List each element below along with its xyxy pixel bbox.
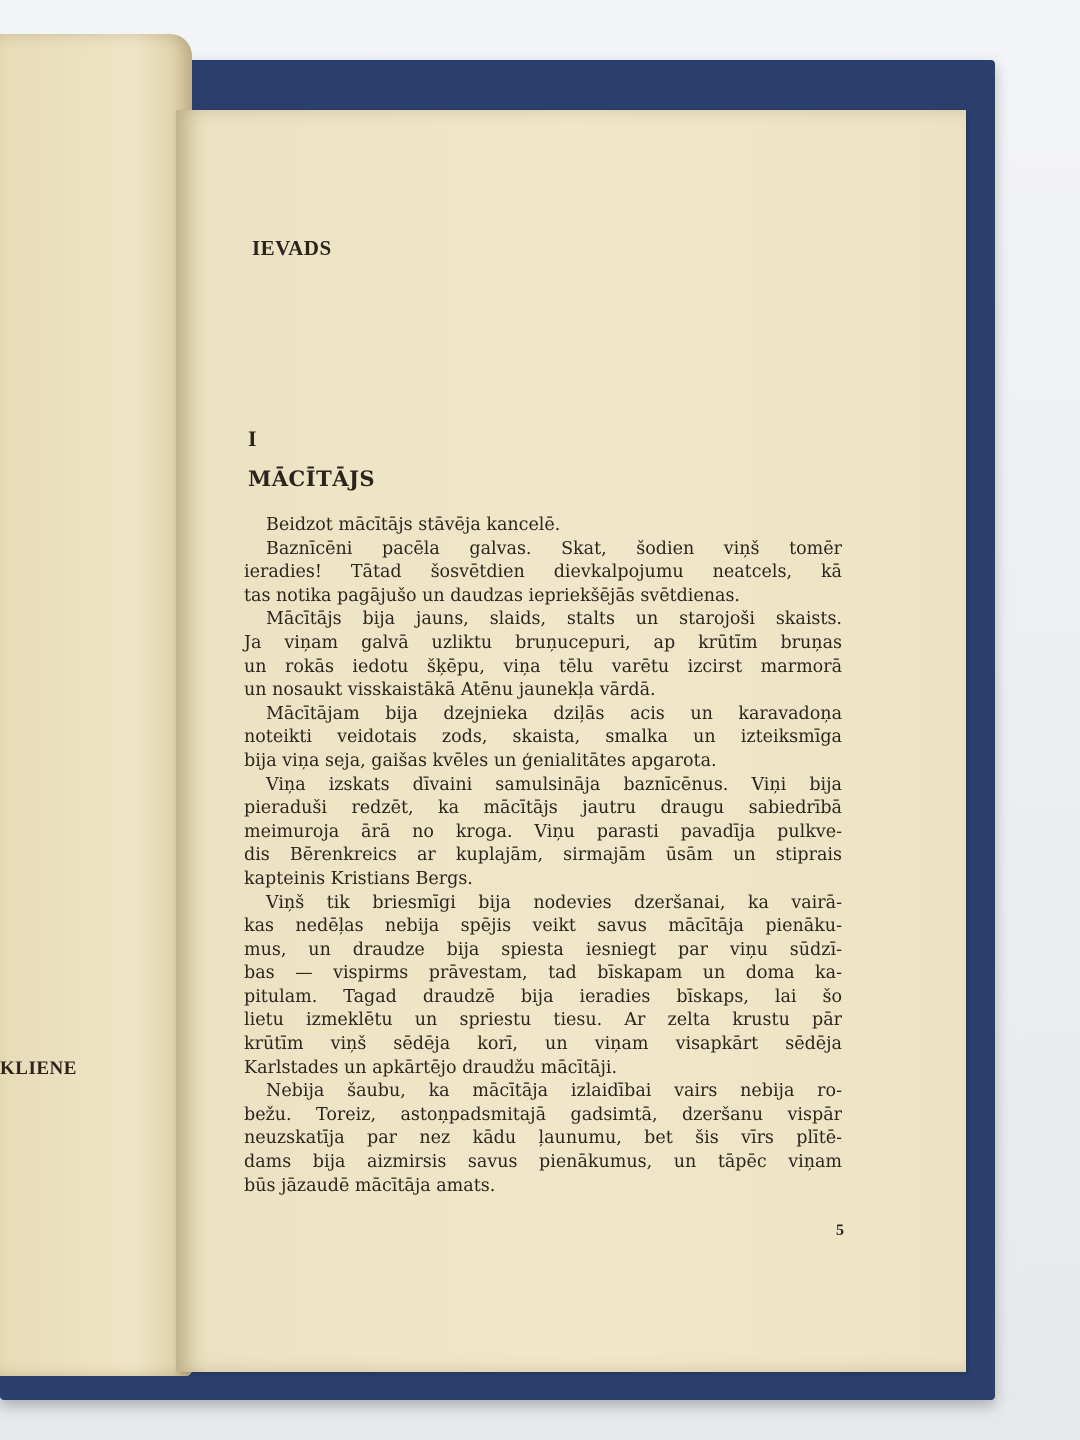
- text-line: bežu. Toreiz, astoņpadsmitajā gadsimtā, dzeršanu vispār: [244, 1104, 842, 1125]
- text-line: būs jāzaudē mācītāja amats.: [244, 1175, 496, 1196]
- text-line: lietu izmeklētu un spriestu tiesu. Ar zelta krustu pār: [244, 1010, 842, 1031]
- text-line: bas — vispirms prāvestam, tad bīskapam un doma ka-: [244, 963, 842, 984]
- text-line: neuzskatīja par nez kādu ļaunumu, bet šis vīrs plītē-: [244, 1128, 842, 1149]
- text-line: Ja viņam galvā uzliktu bruņucepuri, ap krūtīm bruņas: [244, 632, 842, 653]
- page-number: 5: [836, 1222, 844, 1239]
- text-line: Beidzot mācītājs stāvēja kancelē.: [266, 515, 561, 535]
- text-line: krūtīm viņš sēdēja korī, un viņam visapkārt sēdēja: [244, 1034, 842, 1055]
- text-line: Baznīcēni pacēla galvas. Skat, šodien viņš tomēr: [266, 538, 842, 559]
- text-line: Mācītājs bija jauns, slaids, stalts un starojoši skaists.: [266, 609, 842, 630]
- text-line: kas nedēļas nebija spējis veikt savus mācītāja pienāku-: [244, 916, 842, 937]
- text-line: dis Bērenkreics ar kuplajām, sirmajām ūsām un stiprais: [244, 845, 842, 866]
- text-line: ieradies! Tātad šosvētdien dievkalpojumu neatcels, kā: [244, 562, 842, 583]
- text-line: Mācītājam bija dzejnieka dziļās acis un karavadoņa: [266, 703, 842, 724]
- text-line: Nebija šaubu, ka mācītāja izlaidībai vairs nebija ro-: [266, 1081, 842, 1102]
- text-line: pitulam. Tagad draudzē bija ieradies bīskaps, lai šo: [244, 986, 842, 1007]
- right-page: [176, 110, 966, 1372]
- text-line: kapteinis Kristians Bergs.: [244, 868, 473, 889]
- text-line: bija viņa seja, gaišas kvēles un ģenialitātes apgarota.: [244, 750, 717, 771]
- text-line: dams bija aizmirsis savus pienākumus, un tāpēc viņam: [244, 1152, 842, 1173]
- body-text: [244, 514, 842, 1198]
- text-line: Viņa izskats dīvaini samulsināja baznīcēnus. Viņi bija: [266, 774, 842, 795]
- text-line: mus, un draudze bija spiesta iesniegt par viņu sūdzī-: [244, 939, 842, 960]
- text-line: pieraduši redzēt, ka mācītājs jautru draugu sabiedrībā: [244, 798, 842, 819]
- section-title: IEVADS: [252, 236, 332, 260]
- text-line: tas notika pagājušo un daudzas iepriekšējās svētdienas.: [244, 585, 740, 606]
- text-line: Viņš tik briesmīgi bija nodevies dzeršanai, ka vairā-: [266, 892, 842, 913]
- chapter-number: I: [248, 426, 257, 451]
- left-page: [0, 34, 192, 1376]
- text-line: Karlstades un apkārtējo draudžu mācītāji.: [244, 1057, 618, 1078]
- left-page-text-fragment: KLIENE: [0, 1058, 77, 1079]
- text-line: meimuroja ārā no kroga. Viņu parasti pavadīja pulkve-: [244, 821, 842, 842]
- text-line: un rokās iedotu šķēpu, viņa tēlu varētu izcirst marmorā: [244, 656, 842, 677]
- text-line: noteikti veidotais zods, skaista, smalka un izteiksmīga: [244, 727, 842, 748]
- chapter-title: MĀCĪTĀJS: [248, 466, 376, 491]
- text-line: un nosaukt visskaistākā Atēnu jaunekļa vārdā.: [244, 680, 656, 701]
